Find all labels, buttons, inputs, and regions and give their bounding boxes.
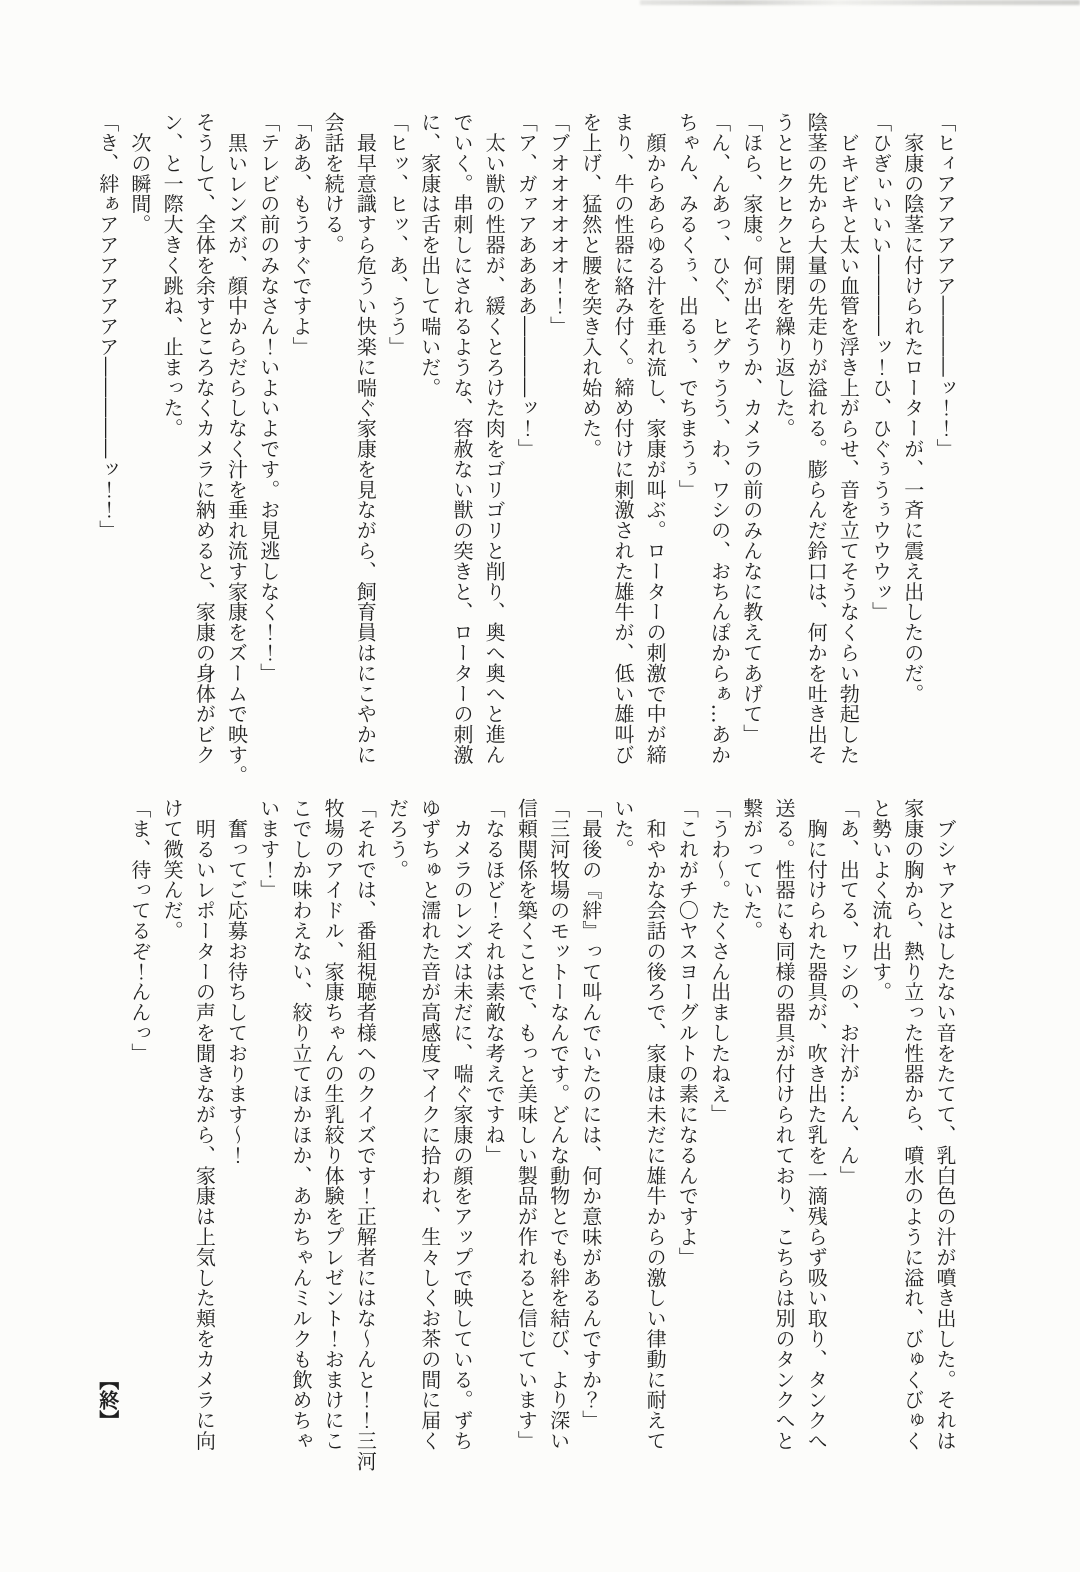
text-line: 太い獣の性器が、緩くとろけた肉をゴリゴリと削り、奥へ奥へと進ん xyxy=(482,112,507,765)
text-line: 「ヒッ、ヒッ、あ、うう」 xyxy=(385,112,410,357)
text-line: 家康の胸から、熱り立った性器から、噴水のように溢れ、びゅくびゅく xyxy=(900,798,925,1451)
text-line: 「それでは、番組視聴者様へのクイズです！正解者にはな～んと！！三河 xyxy=(353,798,378,1472)
text-line: うとヒクヒクと開閉を繰り返した。 xyxy=(771,112,796,439)
text-line: こでしか味わえない、絞り立てほかほか、あかちゃんミルクも飲めちゃ xyxy=(288,798,313,1451)
text-line: だろう。 xyxy=(385,798,410,880)
text-line: を上げ、猛然と腰を突き入れ始めた。 xyxy=(578,112,603,459)
text-line: 「あ、出てる、ワシの、お汁が…ん、ん」 xyxy=(836,798,861,1186)
text-line: 「テレビの前のみなさん！いよいよです。お見逃しなく！！」 xyxy=(256,112,281,684)
text-line: ビキビキと太い血管を浮き上がらせ、音を立てそうなくらい勃起した xyxy=(836,112,861,765)
text-line: 陰茎の先から大量の先走りが溢れる。膨らんだ鈴口は、何かを吐き出そ xyxy=(804,112,829,765)
text-line: 黒いレンズが、顔中からだらしなく汁を垂れ流す家康をズームで映す。 xyxy=(224,112,249,786)
text-line: 牧場のアイドル、家康ちゃんの生乳絞り体験をプレゼント！おまけにこ xyxy=(321,798,346,1451)
text-line: 送る。性器にも同様の器具が付けられており、こちらは別のタンクへと xyxy=(771,798,796,1451)
text-line: 「ひぎぃいいい――――ッ！ひ、ひぐぅうぅウウウッ」 xyxy=(868,112,893,622)
text-line: 「最後の『絆』って叫んでいたのには、何か意味があるんですか？」 xyxy=(578,798,603,1431)
text-line: でいく。串刺しにされるような、容赦ない獣の突きと、ローターの刺激 xyxy=(449,112,474,765)
text-line: 会話を続ける。 xyxy=(321,112,346,255)
text-line: 繋がっていた。 xyxy=(739,798,764,941)
text-line: 「うわ～。たくさん出ましたねえ」 xyxy=(707,798,732,1125)
text-line: ン、と一際大きく跳ね、止まった。 xyxy=(160,112,185,439)
text-line: そうして、全体を余すところなくカメラに納めると、家康の身体がビク xyxy=(192,112,217,765)
text-line: 「ま、待ってるぞ！んんっ」 xyxy=(127,798,152,1064)
text-line: 和やかな会話の後ろで、家康は未だに雄牛からの激しい律動に耐えて xyxy=(643,798,668,1451)
text-line: 信頼関係を築くことで、もっと美味しい製品が作れると信じています」 xyxy=(514,798,539,1451)
text-line: 「ア、ガァアああああ――――ッ！」 xyxy=(514,112,539,459)
text-line: 「ん、んあっ、ひぐ、ヒグゥうう、わ、ワシの、おちんぽからぁ…あか xyxy=(707,112,732,765)
scan-edge-artifact xyxy=(640,0,1080,5)
text-line: 「ほら、家康。何が出そうか、カメラの前のみんなに教えてあげて」 xyxy=(739,112,764,745)
text-line: 「き、絆ぁアアアアアアア―――――ッ！！」 xyxy=(95,112,120,541)
text-line: 家康の陰茎に付けられたローターが、一斉に震え出したのだ。 xyxy=(900,112,925,704)
text-line: 奮ってご応募お待ちしております～！ xyxy=(224,798,249,1166)
text-line: ゆずちゅと濡れた音が高感度マイクに拾われ、生々しくお茶の間に届く xyxy=(417,798,442,1451)
text-line: 「なるほど！それは素敵な考えですね」 xyxy=(482,798,507,1166)
text-line: 明るいレポーターの声を聞きながら、家康は上気した頬をカメラに向 xyxy=(192,798,217,1451)
end-mark: 【終】 xyxy=(95,1370,120,1430)
text-line: ブシャアとはしたない音をたてて、乳白色の汁が噴き出した。それは xyxy=(933,798,957,1451)
text-line: います！」 xyxy=(256,798,281,900)
text-block-bottom xyxy=(89,798,961,1476)
text-line: ちゃん、みるくぅ、出るぅ、でちまうぅ」 xyxy=(675,112,700,500)
text-line: 胸に付けられた器具が、吹き出た乳を一滴残らず吸い取り、タンクへ xyxy=(804,798,829,1451)
text-line: 最早意識すら危うい快楽に喘ぐ家康を見ながら、飼育員はにこやかに xyxy=(353,112,378,765)
text-line: 「これがチ〇ヤスヨーグルトの素になるんですよ」 xyxy=(675,798,700,1268)
text-line: まり、牛の性器に絡み付く。締め付けに刺激された雄牛が、低い雄叫び xyxy=(610,112,635,765)
text-line: 「ああ、もうすぐですよ」 xyxy=(288,112,313,357)
text-line: と勢いよく流れ出す。 xyxy=(868,798,893,1002)
text-block-top xyxy=(89,112,961,790)
text-line: 顔からあらゆる汁を垂れ流し、家康が叫ぶ。ローターの刺激で中が締 xyxy=(643,112,668,765)
text-line: 「ブオオオオオオ！！」 xyxy=(546,112,571,337)
text-line: いた。 xyxy=(610,798,635,860)
text-line: けて微笑んだ。 xyxy=(160,798,185,941)
text-line: カメラのレンズは未だに、喘ぐ家康の顔をアップで映している。ずち xyxy=(449,798,474,1451)
text-line: 次の瞬間。 xyxy=(127,112,152,235)
text-line: 「ヒィアアアアアア――――ッ！！」 xyxy=(933,112,957,459)
text-line: に、家康は舌を出して喘いだ。 xyxy=(417,112,442,398)
text-line: 「三河牧場のモットーなんです。どんな動物とでも絆を結び、より深い xyxy=(546,798,571,1451)
